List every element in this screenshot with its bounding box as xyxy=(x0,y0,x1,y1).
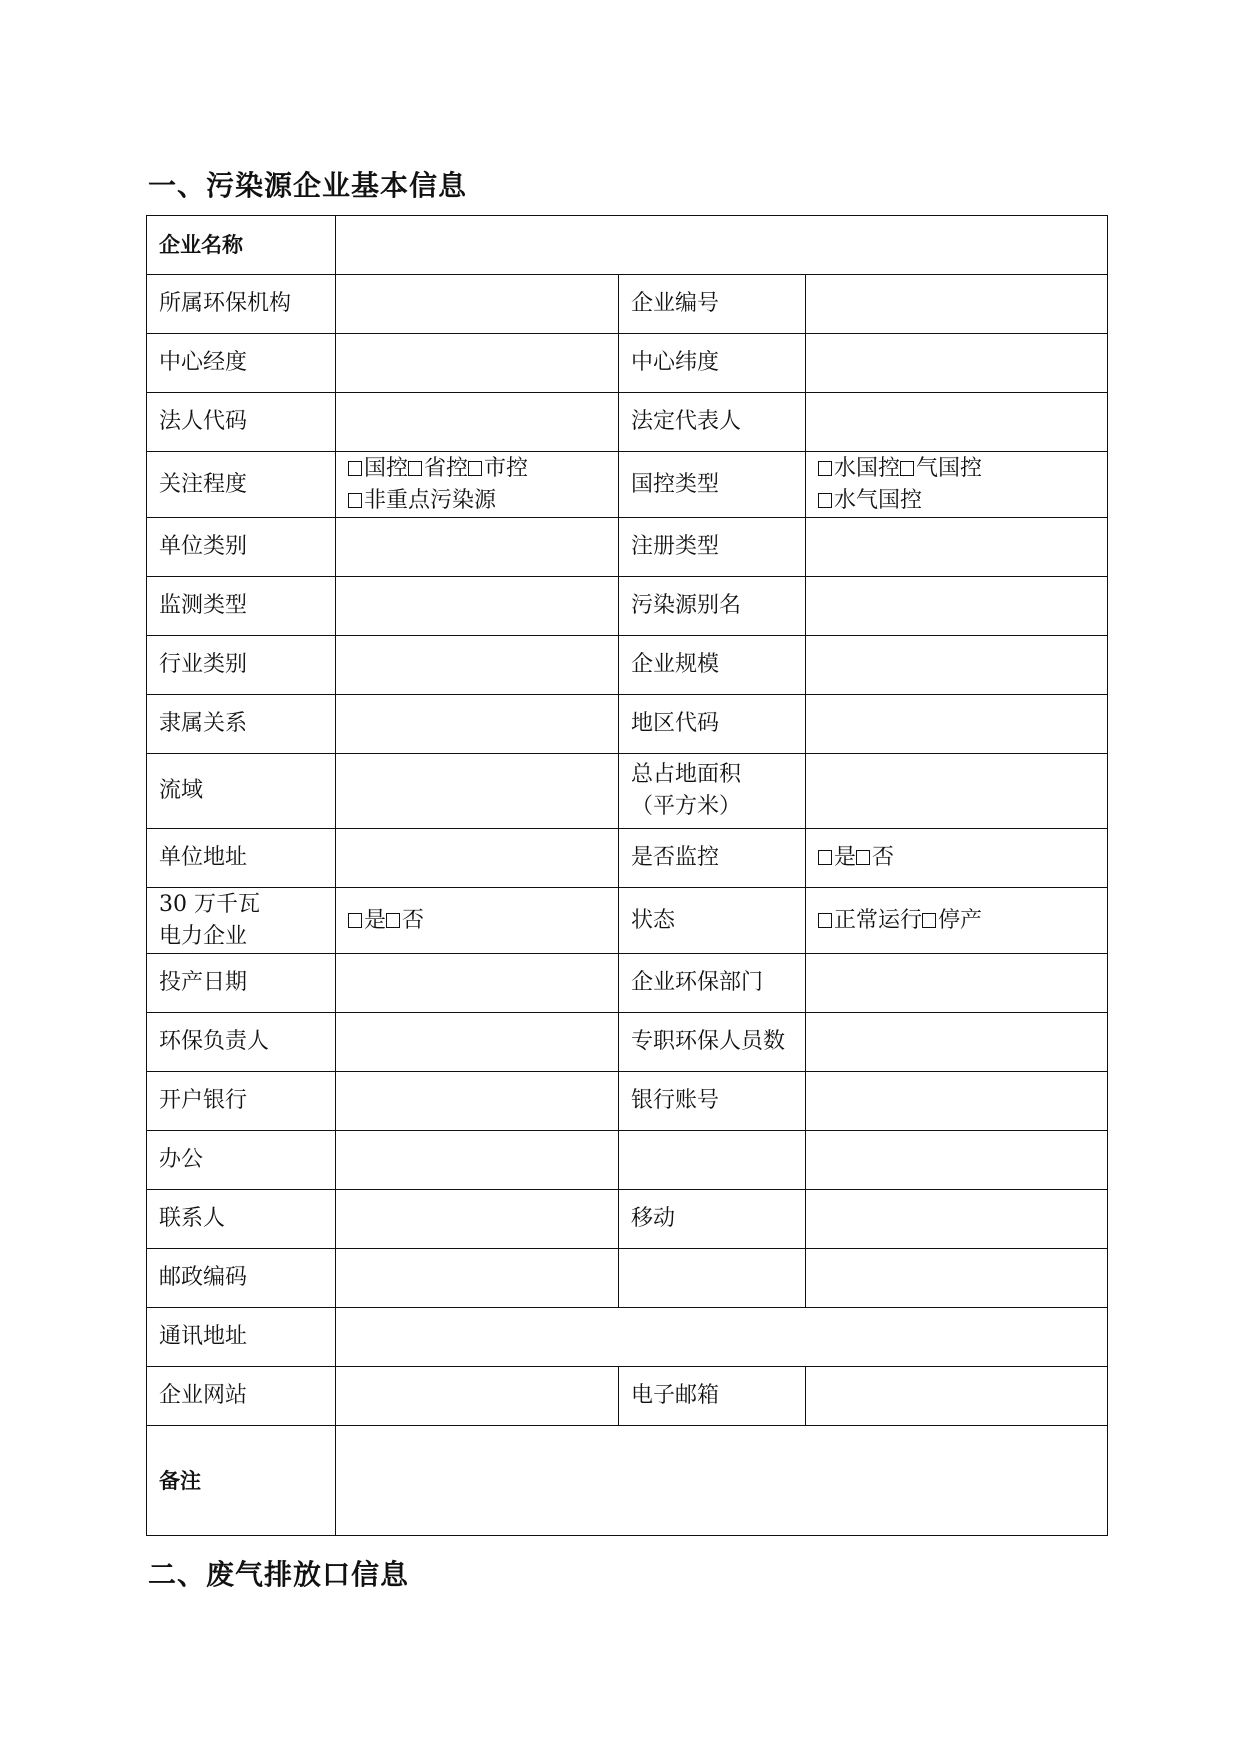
label-power-company-line1: 30 万千瓦 xyxy=(159,891,260,917)
field-affiliation[interactable] xyxy=(336,695,619,754)
checkbox-water-air-national[interactable] xyxy=(818,488,922,513)
table-row xyxy=(147,1308,1108,1367)
checkbox-status-stopped[interactable] xyxy=(922,908,982,933)
label-company-name: 企业名称 xyxy=(147,216,336,275)
label-email: 电子邮箱 xyxy=(619,1367,806,1426)
table-row xyxy=(147,452,1108,518)
field-monitor-type[interactable] xyxy=(336,577,619,636)
label-power-company xyxy=(147,888,336,954)
label-total-area-line1: 总占地面积 xyxy=(631,762,742,787)
checkbox-monitored-no[interactable] xyxy=(856,845,894,870)
label-contact: 联系人 xyxy=(147,1190,336,1249)
table-row xyxy=(147,1249,1108,1308)
checkbox-power-yes[interactable] xyxy=(348,908,386,933)
section-title-basic-info: 一、污染源企业基本信息 xyxy=(148,169,468,202)
option-label: 市控 xyxy=(484,455,529,481)
checkbox-icon xyxy=(818,461,832,476)
table-row xyxy=(147,1131,1108,1190)
label-registration-type: 注册类型 xyxy=(619,518,806,577)
checkbox-icon xyxy=(922,913,936,928)
field-bank[interactable] xyxy=(336,1072,619,1131)
field-env-manager[interactable] xyxy=(336,1013,619,1072)
label-national-control-type: 国控类型 xyxy=(619,452,806,518)
option-label: 是 xyxy=(834,845,857,870)
checkbox-city-control[interactable] xyxy=(468,456,528,481)
label-remarks: 备注 xyxy=(147,1426,336,1536)
checkbox-power-no[interactable] xyxy=(386,908,424,933)
company-info-table xyxy=(146,215,1108,1536)
option-label: 正常运行 xyxy=(834,907,923,933)
checkbox-icon xyxy=(856,850,870,865)
field-unit-category[interactable] xyxy=(336,518,619,577)
option-label: 停产 xyxy=(938,907,983,933)
label-start-date: 投产日期 xyxy=(147,954,336,1013)
checkbox-non-key-source[interactable] xyxy=(348,488,496,513)
table-row xyxy=(147,577,1108,636)
table-row xyxy=(147,695,1108,754)
label-env-department: 企业环保部门 xyxy=(619,954,806,1013)
option-label: 否 xyxy=(402,907,425,933)
option-label: 非重点污染源 xyxy=(364,487,497,513)
field-company-name[interactable] xyxy=(336,216,1108,275)
field-office-extra-2[interactable] xyxy=(806,1131,1108,1190)
label-postcode: 邮政编码 xyxy=(147,1249,336,1308)
option-label: 是 xyxy=(364,907,387,933)
table-row xyxy=(147,216,1108,275)
checkbox-provincial-control[interactable] xyxy=(408,456,468,481)
table-row xyxy=(147,829,1108,888)
field-registration-type[interactable] xyxy=(806,518,1108,577)
field-is-monitored xyxy=(806,829,1108,888)
label-region-code: 地区代码 xyxy=(619,695,806,754)
table-row xyxy=(147,954,1108,1013)
checkbox-monitored-yes[interactable] xyxy=(818,845,856,870)
field-contact[interactable] xyxy=(336,1190,619,1249)
field-postcode-extra[interactable] xyxy=(619,1249,806,1308)
field-company-scale[interactable] xyxy=(806,636,1108,695)
field-env-agency[interactable] xyxy=(336,275,619,334)
checkbox-air-national[interactable] xyxy=(900,456,982,481)
table-row xyxy=(147,1426,1108,1536)
label-affiliation: 隶属关系 xyxy=(147,695,336,754)
field-power-company xyxy=(336,888,619,954)
label-power-company-line2: 电力企业 xyxy=(159,923,248,949)
field-mobile[interactable] xyxy=(806,1190,1108,1249)
table-row xyxy=(147,1190,1108,1249)
field-unit-address[interactable] xyxy=(336,829,619,888)
option-label: 气国控 xyxy=(916,455,983,481)
field-region-code[interactable] xyxy=(806,695,1108,754)
field-center-longitude[interactable] xyxy=(336,334,619,393)
option-label: 否 xyxy=(872,845,895,870)
label-mobile: 移动 xyxy=(619,1190,806,1249)
field-basin[interactable] xyxy=(336,754,619,829)
label-office: 办公 xyxy=(147,1131,336,1190)
checkbox-icon xyxy=(818,493,832,508)
label-env-agency: 所属环保机构 xyxy=(147,275,336,334)
label-unit-address: 单位地址 xyxy=(147,829,336,888)
label-bank-account: 银行账号 xyxy=(619,1072,806,1131)
field-website[interactable] xyxy=(336,1367,619,1426)
table-row xyxy=(147,754,1108,829)
checkbox-status-normal[interactable] xyxy=(818,908,922,933)
option-label: 省控 xyxy=(424,455,469,481)
checkbox-icon xyxy=(818,913,832,928)
field-total-area[interactable] xyxy=(806,754,1108,829)
label-env-staff-count: 专职环保人员数 xyxy=(619,1013,806,1072)
checkbox-icon xyxy=(348,461,362,476)
label-center-latitude: 中心纬度 xyxy=(619,334,806,393)
table-row xyxy=(147,334,1108,393)
label-total-area xyxy=(619,754,806,829)
field-company-code[interactable] xyxy=(806,275,1108,334)
field-remarks[interactable] xyxy=(336,1426,1108,1536)
checkbox-icon xyxy=(408,461,422,476)
field-legal-representative[interactable] xyxy=(806,393,1108,452)
section-title-exhaust-outlet: 二、废气排放口信息 xyxy=(148,1558,410,1591)
checkbox-icon xyxy=(900,461,914,476)
table-row xyxy=(147,636,1108,695)
label-env-manager: 环保负责人 xyxy=(147,1013,336,1072)
field-postcode[interactable] xyxy=(336,1249,619,1308)
field-legal-code[interactable] xyxy=(336,393,619,452)
label-status: 状态 xyxy=(619,888,806,954)
option-label: 水气国控 xyxy=(834,487,923,513)
checkbox-icon xyxy=(818,850,832,865)
field-center-latitude[interactable] xyxy=(806,334,1108,393)
field-pollution-source-alias[interactable] xyxy=(806,577,1108,636)
field-env-department[interactable] xyxy=(806,954,1108,1013)
field-postcode-extra-2[interactable] xyxy=(806,1249,1108,1308)
label-monitor-type: 监测类型 xyxy=(147,577,336,636)
label-center-longitude: 中心经度 xyxy=(147,334,336,393)
label-mail-address: 通讯地址 xyxy=(147,1308,336,1367)
table-row xyxy=(147,1072,1108,1131)
checkbox-icon xyxy=(348,493,362,508)
table-row xyxy=(147,275,1108,334)
field-bank-account[interactable] xyxy=(806,1072,1108,1131)
table-row xyxy=(147,1367,1108,1426)
label-website: 企业网站 xyxy=(147,1367,336,1426)
field-office-extra[interactable] xyxy=(619,1131,806,1190)
label-bank: 开户银行 xyxy=(147,1072,336,1131)
table-row xyxy=(147,393,1108,452)
label-is-monitored: 是否监控 xyxy=(619,829,806,888)
field-national-control-type xyxy=(806,452,1108,518)
field-status xyxy=(806,888,1108,954)
field-start-date[interactable] xyxy=(336,954,619,1013)
field-mail-address[interactable] xyxy=(336,1308,1108,1367)
table-row xyxy=(147,888,1108,954)
label-industry-category: 行业类别 xyxy=(147,636,336,695)
field-industry-category[interactable] xyxy=(336,636,619,695)
field-office[interactable] xyxy=(336,1131,619,1190)
label-company-code: 企业编号 xyxy=(619,275,806,334)
checkbox-national-control[interactable] xyxy=(348,456,408,481)
checkbox-icon xyxy=(348,913,362,928)
field-email[interactable] xyxy=(806,1367,1108,1426)
table-row xyxy=(147,518,1108,577)
label-pollution-source-alias: 污染源别名 xyxy=(619,577,806,636)
label-legal-code: 法人代码 xyxy=(147,393,336,452)
option-label: 水国控 xyxy=(834,455,901,481)
table-row xyxy=(147,1013,1108,1072)
checkbox-icon xyxy=(468,461,482,476)
label-unit-category: 单位类别 xyxy=(147,518,336,577)
field-attention-level xyxy=(336,452,619,518)
label-basin: 流域 xyxy=(147,754,336,829)
field-env-staff-count[interactable] xyxy=(806,1013,1108,1072)
checkbox-icon xyxy=(386,913,400,928)
label-total-area-line2: （平方米） xyxy=(631,794,742,819)
label-legal-representative: 法定代表人 xyxy=(619,393,806,452)
checkbox-water-national[interactable] xyxy=(818,456,900,481)
label-attention-level: 关注程度 xyxy=(147,452,336,518)
label-company-scale: 企业规模 xyxy=(619,636,806,695)
option-label: 国控 xyxy=(364,455,409,481)
